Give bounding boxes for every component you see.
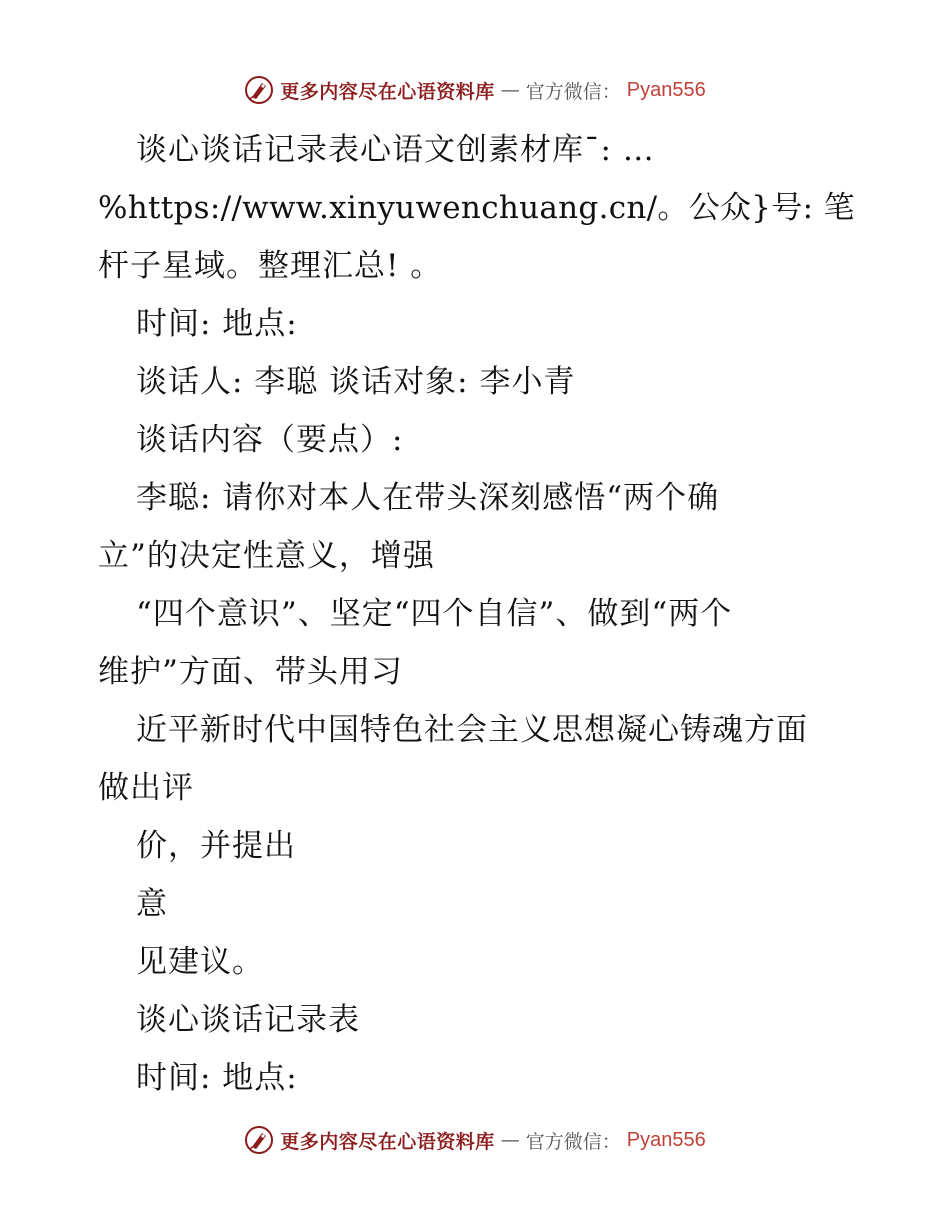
doc-line: 杆子星域。整理汇总! 。 <box>98 248 443 284</box>
wechat-id: Pyan556 <box>626 78 706 101</box>
doc-line: “四个意识”、坚定“四个自信”、做到“两个 <box>136 596 733 632</box>
wechat-id: Pyan556 <box>626 1128 706 1151</box>
doc-line: 谈心谈话记录表心语文创素材库¯: … <box>136 132 655 168</box>
doc-line: 意 <box>136 886 168 922</box>
official-wechat-label: 官方微信： <box>525 1130 621 1153</box>
doc-line: 谈话人: 李聪 谈话对象: 李小青 <box>136 364 576 400</box>
doc-line: 时间: 地点: <box>136 306 298 342</box>
header-banner <box>0 70 950 110</box>
official-wechat-label: 官方微信： <box>525 80 621 103</box>
doc-line: 谈心谈话记录表 <box>136 1002 360 1038</box>
doc-line: 见建议。 <box>136 944 264 980</box>
doc-line: 李聪: 请你对本人在带头深刻感悟“两个确 <box>136 480 720 516</box>
banner-dash: — <box>500 1129 520 1151</box>
brand-text: 更多内容尽在心语资料库 <box>280 80 495 103</box>
doc-line: 价，并提出 <box>136 828 296 864</box>
doc-line: 时间: 地点: <box>136 1060 298 1096</box>
banner-dash: — <box>500 79 520 101</box>
doc-line: %https://www.xinyuwenchuang.cn/。公众}号: 笔 <box>98 190 855 226</box>
brand-text: 更多内容尽在心语资料库 <box>280 1130 495 1153</box>
doc-line: 维护”方面、带头用习 <box>98 654 403 690</box>
footer-banner <box>0 1120 950 1160</box>
pen-nib-logo-icon <box>244 75 274 105</box>
doc-line: 近平新时代中国特色社会主义思想凝心铸魂方面 <box>136 712 808 748</box>
doc-line: 做出评 <box>98 770 194 806</box>
pen-nib-logo-icon <box>244 1125 274 1155</box>
doc-line: 立”的决定性意义，增强 <box>98 538 435 574</box>
doc-line: 谈话内容（要点）: <box>136 422 404 458</box>
